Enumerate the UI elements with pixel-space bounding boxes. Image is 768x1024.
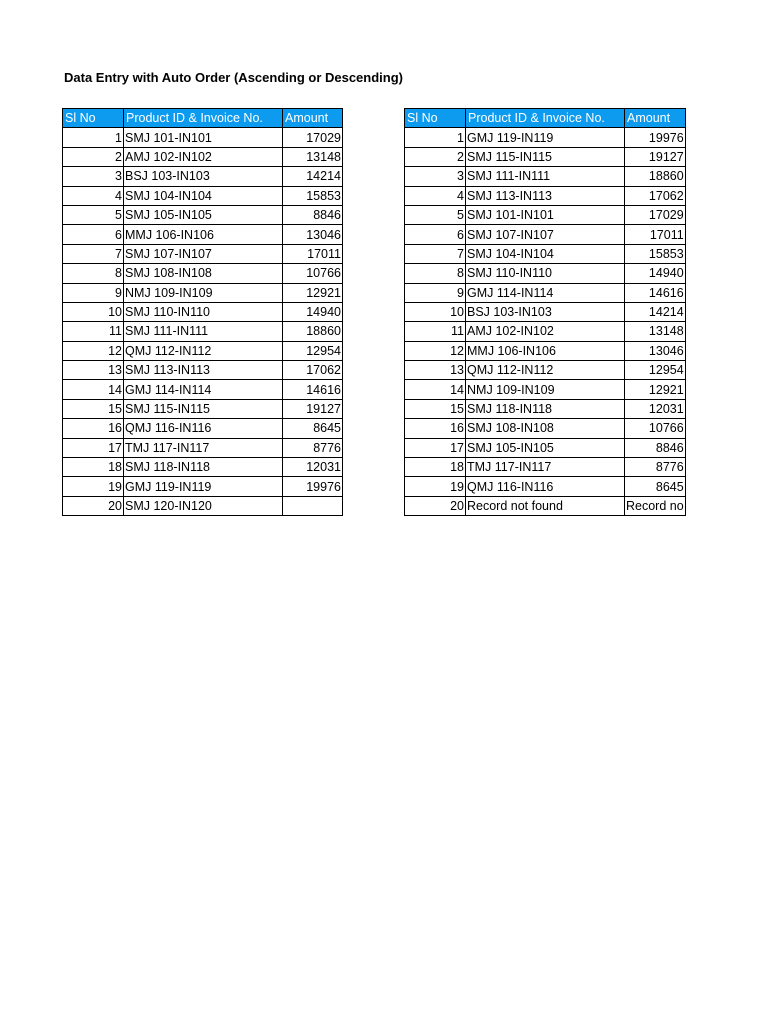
sl-no-cell[interactable]: 20 — [405, 496, 466, 515]
product-id-cell[interactable]: MMJ 106-IN106 — [124, 225, 283, 244]
product-id-cell[interactable]: SMJ 110-IN110 — [466, 264, 625, 283]
amount-cell[interactable]: 14940 — [625, 264, 686, 283]
table-row — [63, 380, 343, 399]
amount-cell[interactable]: 17011 — [625, 225, 686, 244]
table-row — [63, 205, 343, 224]
table-row — [405, 496, 686, 515]
sl-no-cell[interactable]: 4 — [63, 186, 124, 205]
amount-cell[interactable]: 8645 — [625, 477, 686, 496]
sl-no-cell[interactable]: 17 — [63, 438, 124, 457]
amount-cell[interactable]: 12954 — [283, 341, 343, 360]
sl-no-cell[interactable]: 6 — [63, 225, 124, 244]
table-row — [405, 302, 686, 321]
sl-no-cell[interactable]: 4 — [405, 186, 466, 205]
product-id-cell[interactable]: TMJ 117-IN117 — [466, 458, 625, 477]
table-row — [405, 380, 686, 399]
header-amount[interactable]: Amount — [625, 109, 686, 128]
sl-no-cell[interactable]: 10 — [405, 302, 466, 321]
amount-cell[interactable]: 17011 — [283, 244, 343, 263]
table-row — [405, 147, 686, 166]
product-id-cell[interactable]: SMJ 101-IN101 — [466, 205, 625, 224]
sl-no-cell[interactable]: 1 — [63, 128, 124, 147]
table-row — [63, 167, 343, 186]
product-id-cell[interactable]: Record not found — [466, 496, 625, 515]
table-row — [405, 264, 686, 283]
sl-no-cell[interactable]: 1 — [405, 128, 466, 147]
sl-no-cell[interactable]: 13 — [405, 361, 466, 380]
sl-no-cell[interactable]: 5 — [405, 205, 466, 224]
table-row — [405, 322, 686, 341]
product-id-cell[interactable]: BSJ 103-IN103 — [466, 302, 625, 321]
sl-no-cell[interactable]: 7 — [63, 244, 124, 263]
product-id-cell[interactable]: TMJ 117-IN117 — [124, 438, 283, 457]
table-row — [63, 147, 343, 166]
sl-no-cell[interactable]: 18 — [63, 458, 124, 477]
table-row — [405, 458, 686, 477]
sl-no-cell[interactable]: 18 — [405, 458, 466, 477]
amount-cell[interactable]: 13046 — [283, 225, 343, 244]
sl-no-cell[interactable]: 15 — [405, 399, 466, 418]
product-id-cell[interactable]: SMJ 105-IN105 — [124, 205, 283, 224]
amount-cell[interactable]: Record no — [625, 496, 686, 515]
table-row — [405, 128, 686, 147]
header-row — [63, 109, 343, 128]
product-id-cell[interactable]: SMJ 101-IN101 — [124, 128, 283, 147]
amount-cell[interactable]: 13046 — [625, 341, 686, 360]
amount-cell[interactable]: 14940 — [283, 302, 343, 321]
product-id-cell[interactable]: SMJ 113-IN113 — [124, 361, 283, 380]
sl-no-cell[interactable]: 11 — [63, 322, 124, 341]
amount-cell[interactable]: 18860 — [625, 167, 686, 186]
product-id-cell[interactable]: SMJ 115-IN115 — [124, 399, 283, 418]
product-id-cell[interactable]: BSJ 103-IN103 — [124, 167, 283, 186]
amount-cell[interactable]: 17062 — [283, 361, 343, 380]
product-id-cell[interactable]: SMJ 108-IN108 — [466, 419, 625, 438]
sl-no-cell[interactable]: 9 — [63, 283, 124, 302]
sl-no-cell[interactable]: 2 — [405, 147, 466, 166]
table-row — [63, 322, 343, 341]
amount-cell[interactable]: 17062 — [625, 186, 686, 205]
sl-no-cell[interactable]: 16 — [63, 419, 124, 438]
amount-cell[interactable]: 14616 — [625, 283, 686, 302]
product-id-cell[interactable]: SMJ 105-IN105 — [466, 438, 625, 457]
descending-table — [404, 108, 686, 516]
amount-cell[interactable]: 15853 — [625, 244, 686, 263]
amount-cell[interactable]: 10766 — [625, 419, 686, 438]
table-row — [63, 283, 343, 302]
ascending-table — [62, 108, 343, 516]
table-row — [63, 341, 343, 360]
table-row — [63, 496, 343, 515]
sl-no-cell[interactable]: 11 — [405, 322, 466, 341]
table-row — [405, 167, 686, 186]
product-id-cell[interactable]: NMJ 109-IN109 — [124, 283, 283, 302]
table-row — [405, 341, 686, 360]
table-row — [63, 225, 343, 244]
table-row — [63, 419, 343, 438]
table-row — [405, 186, 686, 205]
amount-cell[interactable]: 14214 — [625, 302, 686, 321]
amount-cell[interactable]: 13148 — [625, 322, 686, 341]
product-id-cell[interactable]: SMJ 113-IN113 — [466, 186, 625, 205]
sl-no-cell[interactable]: 12 — [63, 341, 124, 360]
table-row — [63, 458, 343, 477]
sl-no-cell[interactable]: 14 — [405, 380, 466, 399]
amount-cell[interactable]: 14214 — [283, 167, 343, 186]
sl-no-cell[interactable]: 14 — [63, 380, 124, 399]
table-row — [405, 244, 686, 263]
table-row — [63, 244, 343, 263]
sl-no-cell[interactable]: 19 — [405, 477, 466, 496]
amount-cell[interactable]: 12031 — [625, 399, 686, 418]
amount-cell[interactable]: 17029 — [283, 128, 343, 147]
amount-cell[interactable]: 8645 — [283, 419, 343, 438]
amount-cell[interactable]: 12031 — [283, 458, 343, 477]
amount-cell[interactable]: 13148 — [283, 147, 343, 166]
sl-no-cell[interactable]: 5 — [63, 205, 124, 224]
sl-no-cell[interactable]: 8 — [63, 264, 124, 283]
product-id-cell[interactable]: SMJ 120-IN120 — [124, 496, 283, 515]
header-sl-no[interactable]: Sl No — [405, 109, 466, 128]
product-id-cell[interactable]: SMJ 108-IN108 — [124, 264, 283, 283]
sl-no-cell[interactable]: 3 — [405, 167, 466, 186]
amount-cell[interactable]: 10766 — [283, 264, 343, 283]
amount-cell[interactable]: 8776 — [625, 458, 686, 477]
header-row — [405, 109, 686, 128]
header-product-id[interactable]: Product ID & Invoice No. — [124, 109, 283, 128]
sl-no-cell[interactable]: 2 — [63, 147, 124, 166]
amount-cell[interactable]: 19127 — [625, 147, 686, 166]
amount-cell[interactable]: 12954 — [625, 361, 686, 380]
product-id-cell[interactable]: QMJ 116-IN116 — [124, 419, 283, 438]
product-id-cell[interactable]: SMJ 104-IN104 — [124, 186, 283, 205]
sl-no-cell[interactable]: 16 — [405, 419, 466, 438]
header-product-id[interactable]: Product ID & Invoice No. — [466, 109, 625, 128]
sl-no-cell[interactable]: 15 — [63, 399, 124, 418]
sl-no-cell[interactable]: 3 — [63, 167, 124, 186]
table-row — [405, 361, 686, 380]
product-id-cell[interactable]: QMJ 116-IN116 — [466, 477, 625, 496]
sl-no-cell[interactable]: 8 — [405, 264, 466, 283]
amount-cell[interactable]: 8846 — [283, 205, 343, 224]
product-id-cell[interactable]: GMJ 114-IN114 — [124, 380, 283, 399]
header-sl-no[interactable]: Sl No — [63, 109, 124, 128]
table-row — [405, 283, 686, 302]
product-id-cell[interactable]: SMJ 118-IN118 — [124, 458, 283, 477]
product-id-cell[interactable]: SMJ 111-IN111 — [466, 167, 625, 186]
amount-cell[interactable]: 14616 — [283, 380, 343, 399]
table-row — [63, 128, 343, 147]
product-id-cell[interactable]: QMJ 112-IN112 — [466, 361, 625, 380]
product-id-cell[interactable]: AMJ 102-IN102 — [466, 322, 625, 341]
amount-cell[interactable]: 19976 — [625, 128, 686, 147]
product-id-cell[interactable]: QMJ 112-IN112 — [124, 341, 283, 360]
product-id-cell[interactable]: GMJ 119-IN119 — [466, 128, 625, 147]
amount-cell[interactable]: 15853 — [283, 186, 343, 205]
table-row — [63, 477, 343, 496]
amount-cell[interactable]: 12921 — [625, 380, 686, 399]
product-id-cell[interactable]: SMJ 111-IN111 — [124, 322, 283, 341]
amount-cell[interactable]: 8846 — [625, 438, 686, 457]
product-id-cell[interactable]: SMJ 110-IN110 — [124, 302, 283, 321]
product-id-cell[interactable]: GMJ 114-IN114 — [466, 283, 625, 302]
table-row — [405, 419, 686, 438]
sl-no-cell[interactable]: 6 — [405, 225, 466, 244]
product-id-cell[interactable]: MMJ 106-IN106 — [466, 341, 625, 360]
sl-no-cell[interactable]: 7 — [405, 244, 466, 263]
sl-no-cell[interactable]: 10 — [63, 302, 124, 321]
product-id-cell[interactable]: GMJ 119-IN119 — [124, 477, 283, 496]
product-id-cell[interactable]: SMJ 104-IN104 — [466, 244, 625, 263]
table-row — [405, 438, 686, 457]
sl-no-cell[interactable]: 17 — [405, 438, 466, 457]
sl-no-cell[interactable]: 20 — [63, 496, 124, 515]
table-row — [405, 477, 686, 496]
table-row — [405, 399, 686, 418]
product-id-cell[interactable]: AMJ 102-IN102 — [124, 147, 283, 166]
table-row — [63, 186, 343, 205]
amount-cell[interactable] — [283, 496, 343, 515]
product-id-cell[interactable]: SMJ 115-IN115 — [466, 147, 625, 166]
table-row — [63, 264, 343, 283]
sl-no-cell[interactable]: 12 — [405, 341, 466, 360]
amount-cell[interactable]: 12921 — [283, 283, 343, 302]
sl-no-cell[interactable]: 19 — [63, 477, 124, 496]
table-row — [63, 399, 343, 418]
amount-cell[interactable]: 17029 — [625, 205, 686, 224]
product-id-cell[interactable]: SMJ 107-IN107 — [124, 244, 283, 263]
table-row — [405, 225, 686, 244]
page-title: Data Entry with Auto Order (Ascending or Descending) — [64, 70, 403, 85]
table-row — [63, 302, 343, 321]
amount-cell[interactable]: 8776 — [283, 438, 343, 457]
table-row — [63, 361, 343, 380]
product-id-cell[interactable]: SMJ 118-IN118 — [466, 399, 625, 418]
sl-no-cell[interactable]: 13 — [63, 361, 124, 380]
amount-cell[interactable]: 19127 — [283, 399, 343, 418]
table-row — [405, 205, 686, 224]
product-id-cell[interactable]: SMJ 107-IN107 — [466, 225, 625, 244]
header-amount[interactable]: Amount — [283, 109, 343, 128]
amount-cell[interactable]: 19976 — [283, 477, 343, 496]
table-row — [63, 438, 343, 457]
sl-no-cell[interactable]: 9 — [405, 283, 466, 302]
product-id-cell[interactable]: NMJ 109-IN109 — [466, 380, 625, 399]
amount-cell[interactable]: 18860 — [283, 322, 343, 341]
